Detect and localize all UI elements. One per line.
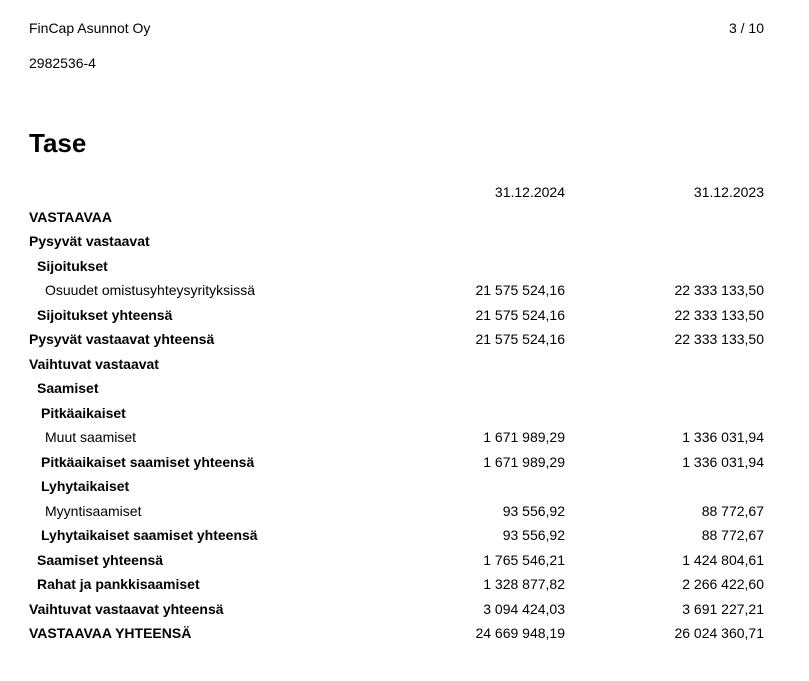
row-label: Pysyvät vastaavat [29, 233, 150, 249]
row-value-current: 1 671 989,29 [483, 453, 565, 470]
row-label: Lyhytaikaiset [41, 478, 130, 494]
page-number: 3 / 10 [728, 20, 764, 36]
table-row [29, 499, 764, 524]
row-value-current: 93 556,92 [502, 527, 565, 543]
table-row [29, 450, 764, 475]
row-label: Saamiset yhteensä [37, 551, 164, 568]
row-value-previous: 22 333 133,50 [674, 331, 764, 347]
row-label: Lyhytaikaiset saamiset yhteensä [41, 527, 258, 543]
row-label: Pitkäaikaiset saamiset yhteensä [41, 453, 255, 470]
row-value-previous: 1 336 031,94 [682, 453, 764, 470]
row-label: Sijoitukset [37, 257, 108, 274]
row-label: Pysyvät vastaavat yhteensä [29, 331, 215, 347]
row-label: VASTAAVAA YHTEENSÄ [29, 625, 192, 641]
row-value-current: 1 328 877,82 [483, 576, 565, 592]
row-value-previous: 1 424 804,61 [682, 551, 764, 568]
table-row [29, 401, 764, 426]
row-value-current: 21 575 524,16 [475, 331, 565, 347]
business-id: 2982536-4 [29, 55, 96, 71]
row-label: VASTAAVAA [29, 208, 112, 225]
row-value-current: 1 765 546,21 [483, 551, 565, 568]
row-label: Saamiset [37, 380, 99, 396]
row-value-previous: 88 772,67 [701, 502, 764, 519]
row-label: Muut saamiset [45, 429, 137, 445]
column-header-previous: 31.12.2023 [693, 184, 764, 200]
row-value-current: 3 094 424,03 [483, 600, 565, 617]
row-value-current: 21 575 524,16 [475, 306, 565, 323]
company-name: FinCap Asunnot Oy [29, 20, 151, 36]
row-label: Vaihtuvat vastaavat yhteensä [29, 600, 224, 617]
table-row [29, 621, 764, 646]
table-row [29, 376, 764, 401]
balance-sheet-table [29, 180, 764, 646]
row-value-previous: 1 336 031,94 [682, 429, 764, 445]
row-value-previous: 22 333 133,50 [674, 306, 764, 323]
table-row [29, 597, 764, 622]
table-row [29, 229, 764, 254]
table-row [29, 352, 764, 377]
row-label: Osuudet omistusyhteysyrityksissä [45, 282, 256, 298]
table-row [29, 425, 764, 450]
column-header-current: 31.12.2024 [494, 184, 565, 200]
row-value-current: 1 671 989,29 [483, 429, 565, 445]
table-row [29, 278, 764, 303]
table-row [29, 523, 764, 548]
page-title: Tase [29, 128, 87, 158]
table-row [29, 327, 764, 352]
row-label: Rahat ja pankkisaamiset [37, 576, 200, 592]
table-row [29, 474, 764, 499]
table-row [29, 254, 764, 279]
table-row [29, 303, 764, 328]
table-row [29, 205, 764, 230]
row-value-previous: 88 772,67 [701, 527, 764, 543]
row-label: Myyntisaamiset [45, 502, 142, 519]
column-header-row [29, 180, 764, 205]
row-value-current: 93 556,92 [502, 502, 565, 519]
row-label: Sijoitukset yhteensä [37, 306, 173, 323]
row-value-current: 24 669 948,19 [475, 625, 565, 641]
table-row [29, 548, 764, 573]
row-value-previous: 2 266 422,60 [682, 576, 764, 592]
row-value-previous: 26 024 360,71 [674, 625, 764, 641]
table-row [29, 572, 764, 597]
row-value-previous: 3 691 227,21 [682, 600, 764, 617]
document-header [29, 19, 150, 72]
row-value-previous: 22 333 133,50 [674, 282, 764, 298]
row-label: Vaihtuvat vastaavat [29, 355, 159, 372]
row-value-current: 21 575 524,16 [475, 282, 565, 298]
row-label: Pitkäaikaiset [41, 404, 126, 421]
